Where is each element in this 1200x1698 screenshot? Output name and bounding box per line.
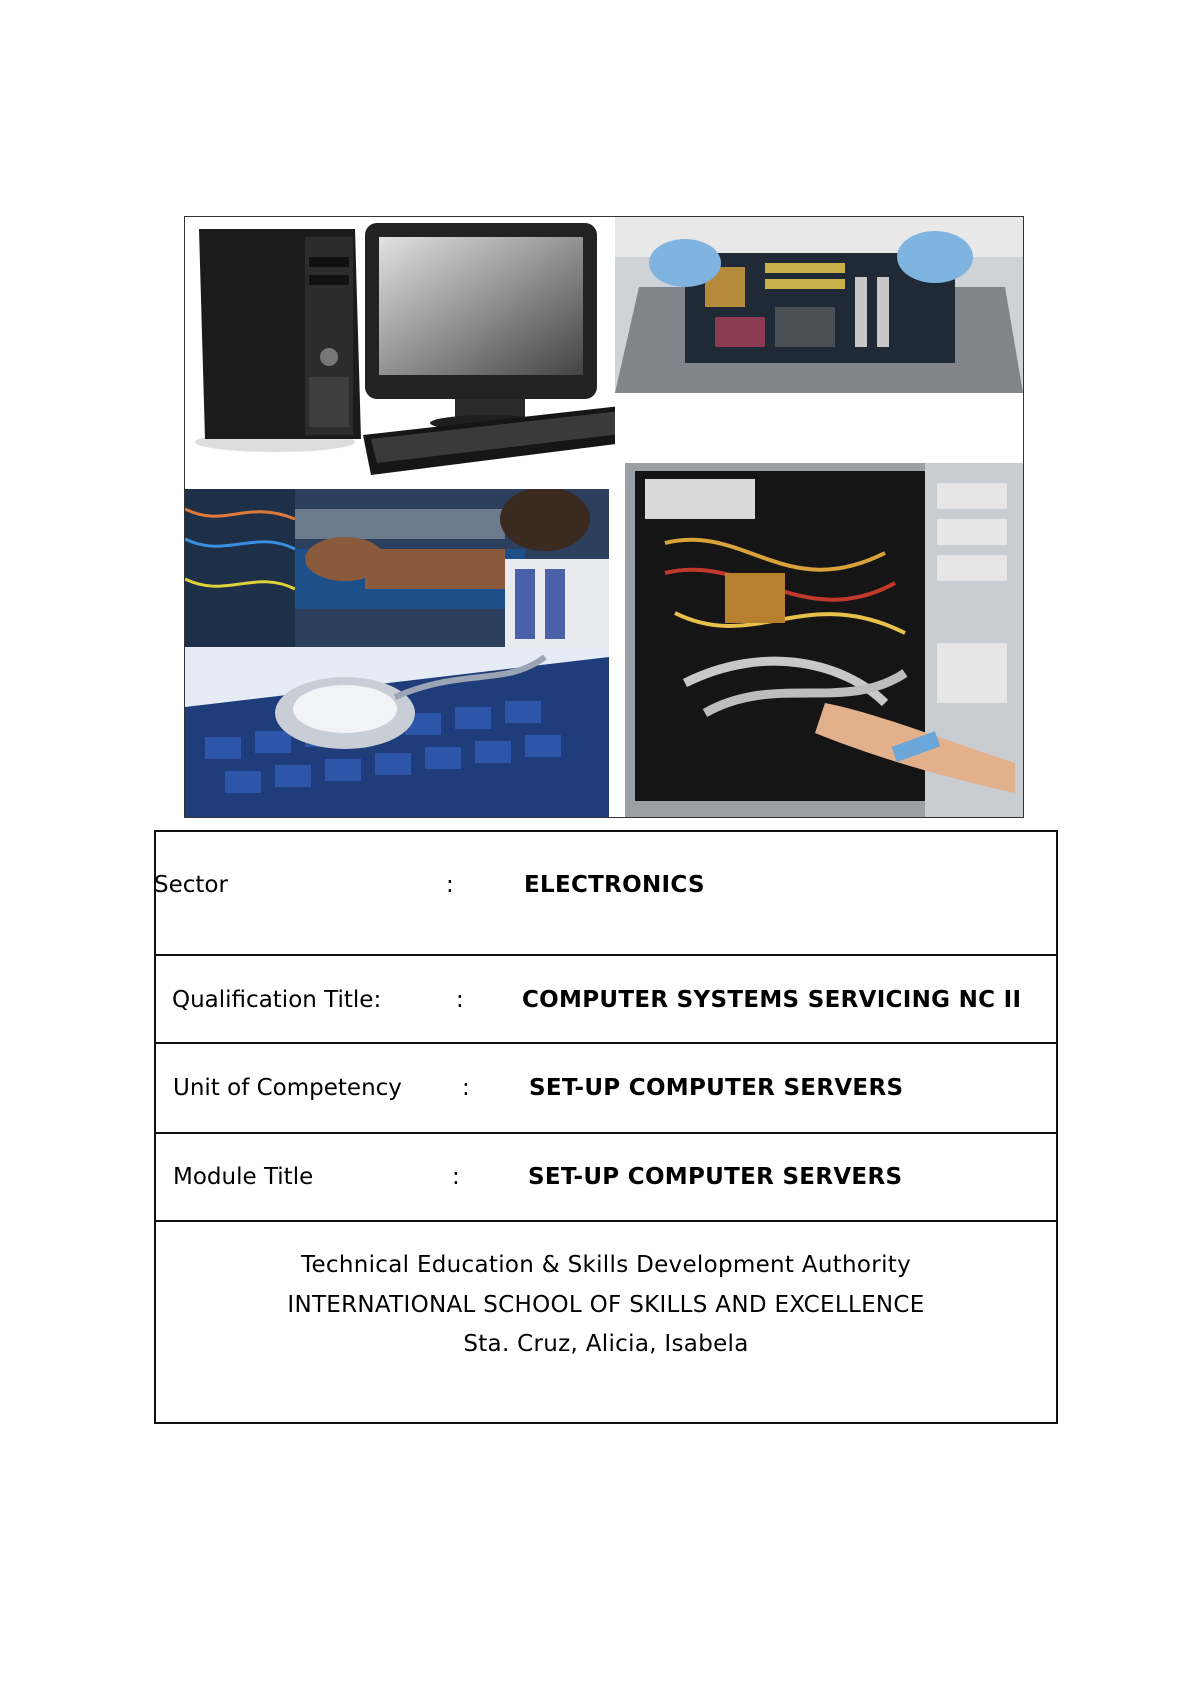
stethoscope-keyboard-photo <box>185 647 609 817</box>
organization-name: Technical Education & Skills Development Authority <box>301 1252 911 1278</box>
qualification-colon: : <box>456 987 464 1013</box>
motherboard-repair-photo <box>615 217 1023 393</box>
module-label: Module Title <box>173 1164 314 1190</box>
qualification-row <box>156 956 1056 1044</box>
module-colon: : <box>452 1164 460 1190</box>
desktop-computer-photo <box>185 217 615 489</box>
module-info-table <box>154 830 1058 1424</box>
qualification-label: Qualification Title: <box>172 987 382 1013</box>
unit-value: SET-UP COMPUTER SERVERS <box>529 1075 904 1101</box>
module-title-row <box>156 1134 1056 1222</box>
unit-colon: : <box>462 1075 470 1101</box>
school-name: INTERNATIONAL SCHOOL OF SKILLS AND EXCELLENCE <box>287 1292 925 1318</box>
unit-of-competency-row <box>156 1044 1056 1134</box>
sector-colon: : <box>446 872 454 898</box>
sector-row <box>156 832 1056 956</box>
module-value: SET-UP COMPUTER SERVERS <box>528 1164 903 1190</box>
sector-label: Sector <box>154 872 228 898</box>
school-address: Sta. Cruz, Alicia, Isabela <box>463 1331 749 1357</box>
qualification-value: COMPUTER SYSTEMS SERVICING NC II <box>522 987 1022 1013</box>
open-computer-case-photo <box>625 463 1023 817</box>
unit-label: Unit of Competency <box>173 1075 402 1101</box>
network-cabling-photo <box>185 489 609 647</box>
cover-collage <box>184 216 1024 818</box>
organization-row <box>156 1222 1056 1422</box>
sector-value: ELECTRONICS <box>524 872 705 898</box>
